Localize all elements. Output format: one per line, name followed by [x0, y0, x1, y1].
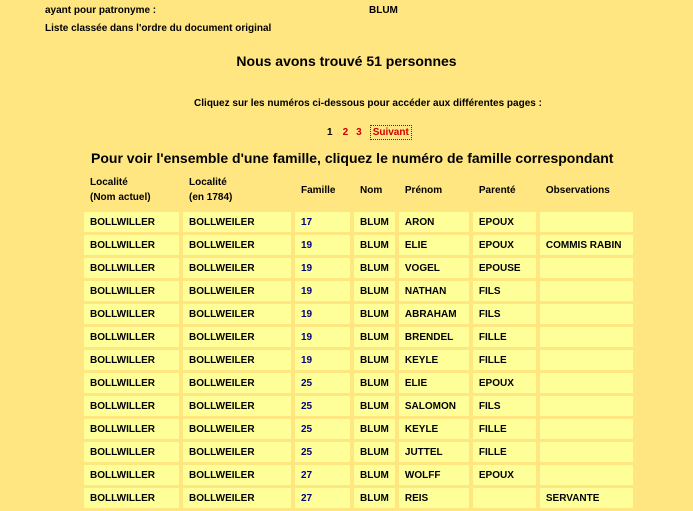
cell-observations: SERVANTE — [540, 488, 633, 508]
cell-parente: FILLE — [473, 327, 536, 347]
table-row — [84, 419, 633, 439]
cell-observations — [540, 212, 633, 232]
table-row — [84, 327, 633, 347]
cell-observations — [540, 281, 633, 301]
page-link-3[interactable]: 3 — [356, 127, 362, 138]
cell-nom: BLUM — [354, 281, 395, 301]
col-header-subtext: (en 1784) — [189, 192, 233, 203]
page-current: 1 — [327, 127, 333, 138]
table-row — [84, 465, 633, 485]
cell-localite-1784: BOLLWEILER — [183, 396, 291, 416]
cell-prenom: KEYLE — [399, 350, 469, 370]
cell-localite: BOLLWILLER — [84, 212, 179, 232]
cell-localite-1784: BOLLWEILER — [183, 442, 291, 462]
cell-localite: BOLLWILLER — [84, 350, 179, 370]
cell-localite-1784: BOLLWEILER — [183, 327, 291, 347]
cell-observations — [540, 396, 633, 416]
cell-observations — [540, 419, 633, 439]
cell-localite-1784: BOLLWEILER — [183, 212, 291, 232]
col-header-observations: Observations — [545, 184, 610, 196]
next-page-link[interactable]: Suivant — [370, 125, 412, 140]
cell-parente: FILLE — [473, 442, 536, 462]
cell-parente: FILLE — [473, 419, 536, 439]
page-link-2[interactable]: 2 — [342, 127, 349, 138]
result-count-heading: Nous avons trouvé 51 personnes — [236, 53, 457, 69]
pagination-instruction: Cliquez sur les numéros ci-dessous pour accéder aux différentes pages : — [194, 98, 542, 109]
cell-parente: EPOUX — [473, 235, 536, 255]
people-table — [80, 168, 637, 511]
col-header-localite-actuel — [84, 171, 179, 209]
cell-nom: BLUM — [354, 235, 395, 255]
table-row — [84, 442, 633, 462]
cell-observations — [540, 373, 633, 393]
col-header-localite-1784 — [183, 171, 291, 209]
cell-parente: FILS — [473, 304, 536, 324]
family-number-link[interactable]: 25 — [295, 419, 350, 439]
table-row — [84, 258, 633, 278]
table-row — [84, 396, 633, 416]
cell-parente: EPOUSE — [473, 258, 536, 278]
cell-observations — [540, 442, 633, 462]
cell-localite-1784: BOLLWEILER — [183, 281, 291, 301]
cell-localite: BOLLWILLER — [84, 281, 179, 301]
cell-nom: BLUM — [354, 212, 395, 232]
family-number-link[interactable]: 25 — [295, 373, 350, 393]
family-instruction: Pour voir l'ensemble d'une famille, cliquez le numéro de famille correspondant — [91, 150, 614, 166]
col-header-text: Localité — [90, 177, 128, 188]
cell-localite: BOLLWILLER — [84, 304, 179, 324]
col-header-subtext: (Nom actuel) — [90, 192, 151, 203]
cell-observations — [540, 258, 633, 278]
family-number-link[interactable]: 19 — [295, 304, 350, 324]
cell-nom: BLUM — [354, 304, 395, 324]
cell-observations — [540, 465, 633, 485]
cell-localite: BOLLWILLER — [84, 373, 179, 393]
col-header-text: Localité — [189, 177, 227, 188]
cell-localite: BOLLWILLER — [84, 465, 179, 485]
family-number-link[interactable]: 19 — [295, 327, 350, 347]
cell-prenom: BRENDEL — [399, 327, 469, 347]
cell-localite: BOLLWILLER — [84, 258, 179, 278]
cell-nom: BLUM — [354, 350, 395, 370]
cell-localite: BOLLWILLER — [84, 442, 179, 462]
cell-observations — [540, 304, 633, 324]
cell-parente: FILS — [473, 396, 536, 416]
cell-prenom: NATHAN — [399, 281, 469, 301]
cell-prenom: ELIE — [399, 235, 469, 255]
patronyme-label: ayant pour patronyme : — [45, 5, 157, 16]
cell-prenom: ELIE — [399, 373, 469, 393]
cell-prenom: WOLFF — [399, 465, 469, 485]
family-number-link[interactable]: 25 — [295, 442, 350, 462]
cell-observations — [540, 350, 633, 370]
cell-parente — [473, 488, 536, 508]
table-row — [84, 373, 633, 393]
cell-prenom: REIS — [399, 488, 469, 508]
cell-parente: EPOUX — [473, 373, 536, 393]
family-number-link[interactable]: 17 — [295, 212, 350, 232]
table-row — [84, 235, 633, 255]
cell-nom: BLUM — [354, 465, 395, 485]
cell-nom: BLUM — [354, 373, 395, 393]
cell-nom: BLUM — [354, 419, 395, 439]
table-row — [84, 281, 633, 301]
cell-nom: BLUM — [354, 396, 395, 416]
col-header-prenom: Prénom — [404, 184, 443, 196]
table-header-row — [84, 171, 633, 209]
cell-nom: BLUM — [354, 442, 395, 462]
table-row — [84, 212, 633, 232]
cell-localite: BOLLWILLER — [84, 327, 179, 347]
table-row — [84, 350, 633, 370]
cell-parente: EPOUX — [473, 465, 536, 485]
cell-prenom: ARON — [399, 212, 469, 232]
cell-localite: BOLLWILLER — [84, 396, 179, 416]
pagination — [327, 125, 412, 140]
cell-parente: FILLE — [473, 350, 536, 370]
cell-prenom: VOGEL — [399, 258, 469, 278]
cell-nom: BLUM — [354, 327, 395, 347]
cell-localite-1784: BOLLWEILER — [183, 465, 291, 485]
cell-localite-1784: BOLLWEILER — [183, 235, 291, 255]
cell-nom: BLUM — [354, 258, 395, 278]
cell-localite: BOLLWILLER — [84, 488, 179, 508]
family-number-link[interactable]: 19 — [295, 235, 350, 255]
family-number-link[interactable]: 27 — [295, 465, 350, 485]
cell-localite-1784: BOLLWEILER — [183, 258, 291, 278]
col-header-parente: Parenté — [478, 184, 516, 196]
family-number-link[interactable]: 25 — [295, 396, 350, 416]
cell-parente: EPOUX — [473, 212, 536, 232]
patronyme-value: BLUM — [369, 5, 398, 16]
cell-prenom: ABRAHAM — [399, 304, 469, 324]
cell-localite-1784: BOLLWEILER — [183, 419, 291, 439]
cell-parente: FILS — [473, 281, 536, 301]
cell-localite-1784: BOLLWEILER — [183, 350, 291, 370]
cell-observations: COMMIS RABIN — [540, 235, 633, 255]
cell-localite: BOLLWILLER — [84, 235, 179, 255]
cell-localite: BOLLWILLER — [84, 419, 179, 439]
cell-prenom: JUTTEL — [399, 442, 469, 462]
sort-note: Liste classée dans l'ordre du document original — [45, 23, 272, 34]
family-number-link[interactable]: 19 — [295, 258, 350, 278]
col-header-nom: Nom — [360, 184, 383, 196]
cell-localite-1784: BOLLWEILER — [183, 488, 291, 508]
cell-prenom: KEYLE — [399, 419, 469, 439]
cell-observations — [540, 327, 633, 347]
family-number-link[interactable]: 19 — [295, 350, 350, 370]
table-row — [84, 304, 633, 324]
cell-prenom: SALOMON — [399, 396, 469, 416]
cell-localite-1784: BOLLWEILER — [183, 373, 291, 393]
col-header-famille: Famille — [301, 184, 336, 196]
family-number-link[interactable]: 19 — [295, 281, 350, 301]
table-row — [84, 488, 633, 508]
cell-nom: BLUM — [354, 488, 395, 508]
cell-localite-1784: BOLLWEILER — [183, 304, 291, 324]
family-number-link[interactable]: 27 — [295, 488, 350, 508]
